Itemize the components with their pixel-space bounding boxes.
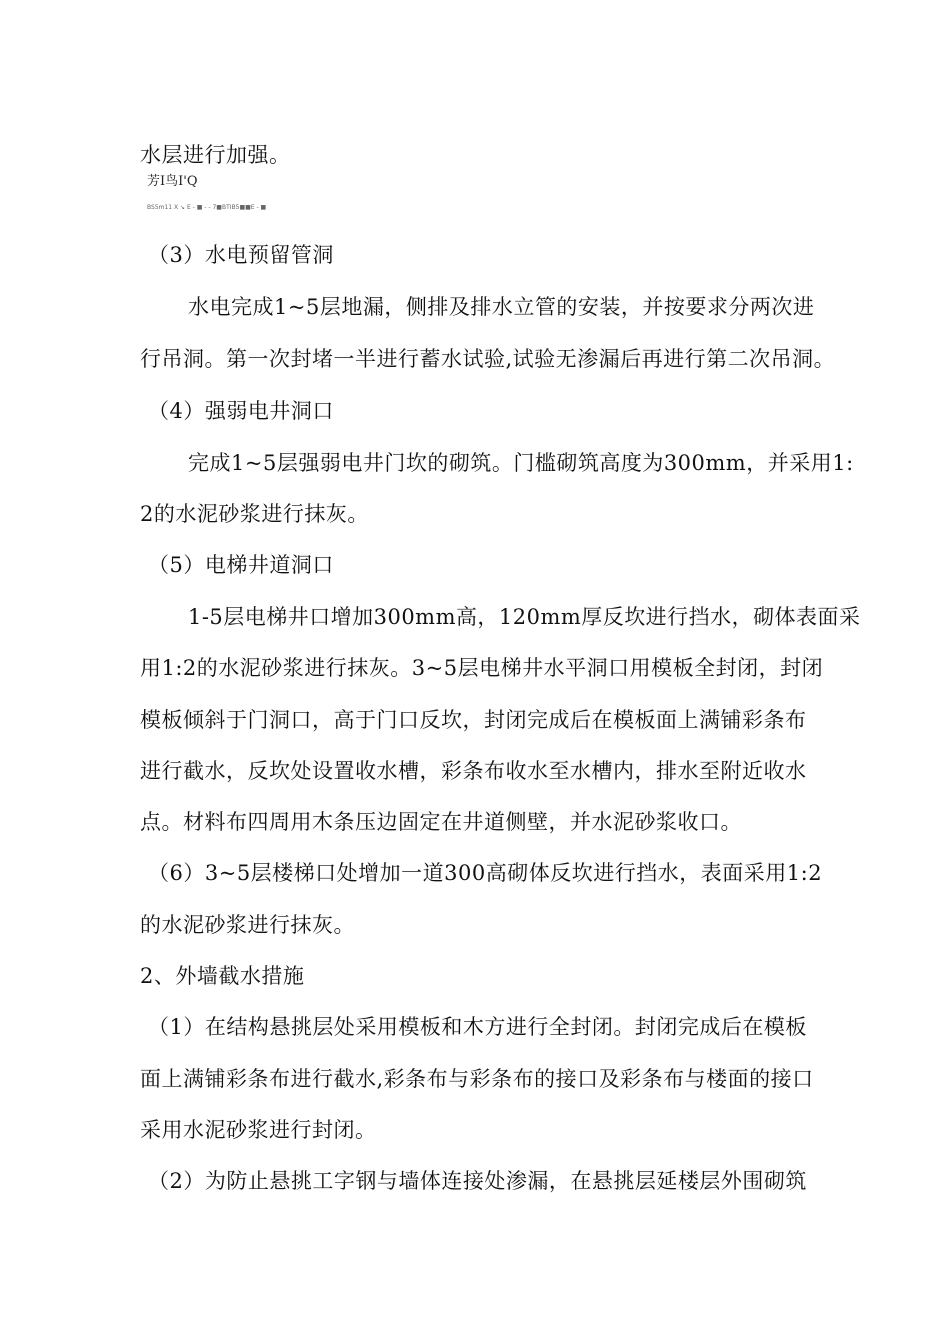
section-heading: （6）3~5层楼梯口处增加一道300高砌体反坎进行挡水，表面采用1:2 xyxy=(148,861,823,885)
text-line: 1-5层电梯井口增加300mm高，120mm厚反坎进行挡水，砌体表面采 xyxy=(188,605,861,629)
text-line: 用1:2的水泥砂浆进行抹灰。3~5层电梯井水平洞口用模板全封闭，封闭 xyxy=(140,656,824,680)
scan-artifact-text: BS5m11 X ↘ E - ■ - - 7■BTIB5■■E - ■ xyxy=(147,204,267,211)
text-line: 的水泥砂浆进行抹灰。 xyxy=(140,913,355,937)
text-line: 水电完成1~5层地漏，侧排及排水立管的安装，并按要求分两次进 xyxy=(188,295,815,319)
section-heading: （3）水电预留管洞 xyxy=(148,243,334,267)
section-heading: 2、外墙截水措施 xyxy=(140,964,305,988)
section-heading: （4）强弱电井洞口 xyxy=(148,399,334,423)
section-heading: （5）电梯井道洞口 xyxy=(148,553,334,577)
scan-artifact-text: 芳I鸟I'Q xyxy=(147,174,198,189)
text-line: 完成1~5层强弱电井门坎的砌筑。门槛砌筑高度为300mm，并采用1: xyxy=(188,451,854,475)
text-line: 模板倾斜于门洞口，高于门口反坎，封闭完成后在模板面上满铺彩条布 xyxy=(140,708,807,732)
text-line: 行吊洞。第一次封堵一半进行蓄水试验,试验无渗漏后再进行第二次吊洞。 xyxy=(140,347,836,371)
text-line: 水层进行加强。 xyxy=(140,143,291,167)
text-line: （2）为防止悬挑工字钢与墙体连接处渗漏，在悬挑层延楼层外围砌筑 xyxy=(148,1169,807,1193)
text-line: 进行截水，反坎处设置收水槽，彩条布收水至水槽内，排水至附近收水 xyxy=(140,759,807,783)
text-line: 面上满铺彩条布进行截水,彩条布与彩条布的接口及彩条布与楼面的接口 xyxy=(140,1067,814,1091)
text-line: （1）在结构悬挑层处采用模板和木方进行全封闭。封闭完成后在模板 xyxy=(148,1015,807,1039)
text-line: 点。材料布四周用木条压边固定在井道侧壁，并水泥砂浆收口。 xyxy=(140,810,742,834)
text-line: 2的水泥砂浆进行抹灰。 xyxy=(140,502,369,526)
text-line: 采用水泥砂浆进行封闭。 xyxy=(140,1118,377,1142)
